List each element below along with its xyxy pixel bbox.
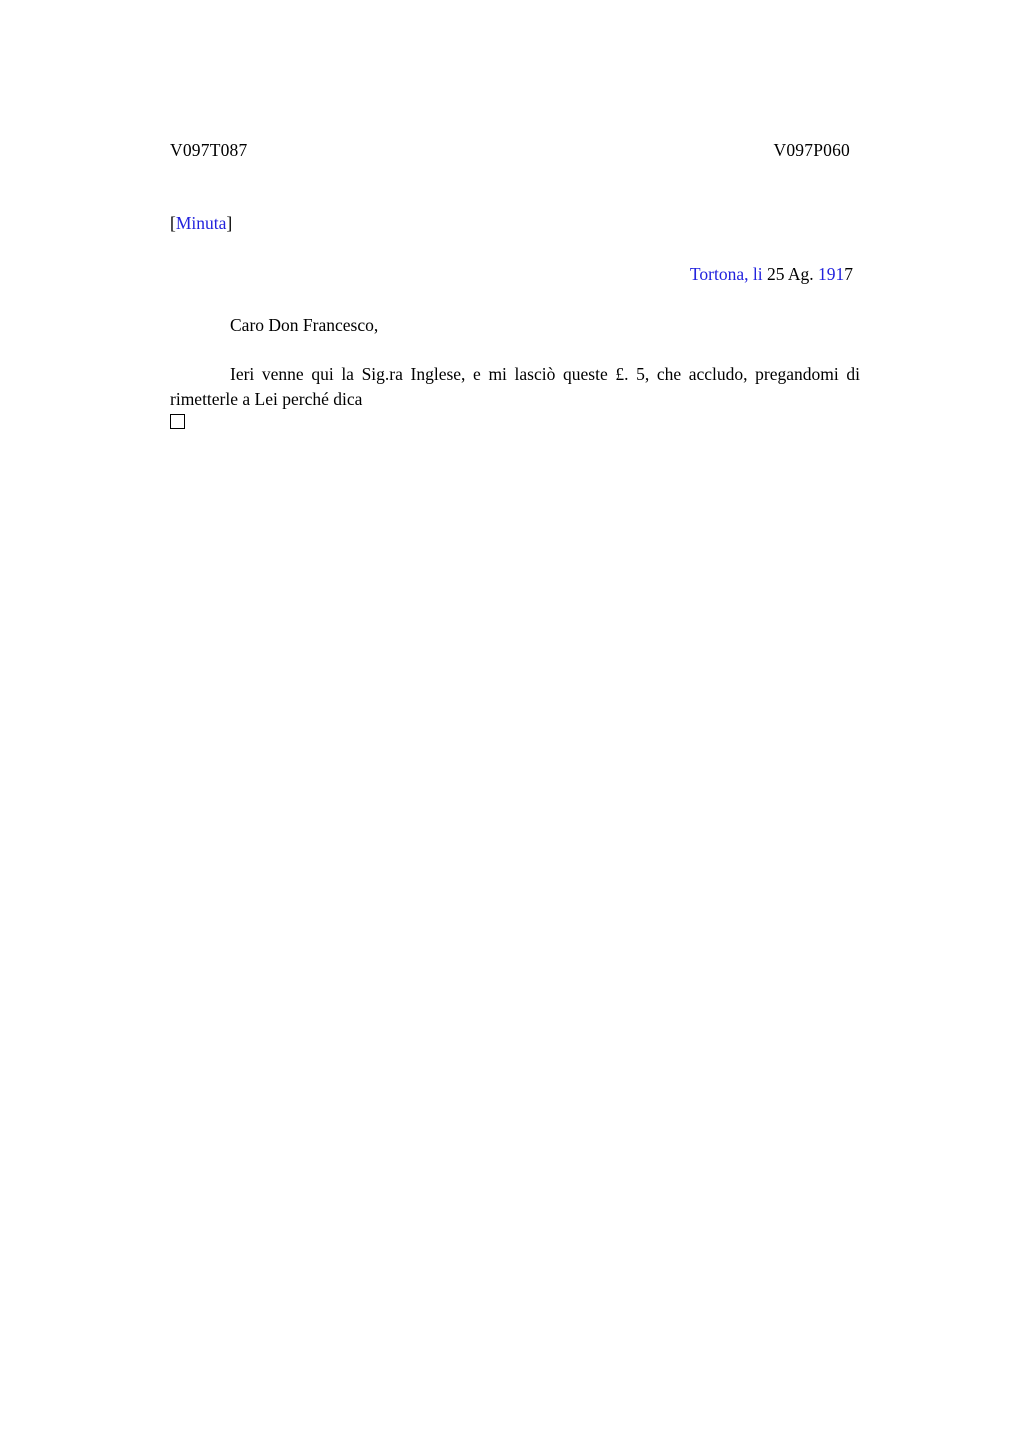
document-header (170, 140, 860, 161)
bracket-open: [ (170, 213, 176, 233)
body-paragraph: Ieri venne qui la Sig.ra Inglese, e mi lasciò queste £. 5, che accludo, pregandomi di rimetterle a Lei perché dica (170, 364, 860, 409)
dateline-year-tail: 7 (844, 264, 853, 284)
salutation: Caro Don Francesco, (230, 315, 379, 335)
minuta-label: Minuta (175, 213, 227, 233)
dateline-place: Tortona, li (689, 264, 763, 284)
end-of-text-marker (170, 414, 860, 433)
dateline (170, 264, 860, 285)
header-left-code: V097T087 (170, 140, 248, 160)
dateline-year-highlight: 191 (818, 264, 845, 284)
dateline-day-month: 25 Ag. (762, 264, 818, 284)
square-box-icon (170, 414, 185, 429)
header-right-code: V097P060 (773, 140, 850, 160)
document-content (170, 140, 860, 433)
minuta-label-line (170, 213, 860, 234)
bracket-close: ] (226, 213, 233, 233)
